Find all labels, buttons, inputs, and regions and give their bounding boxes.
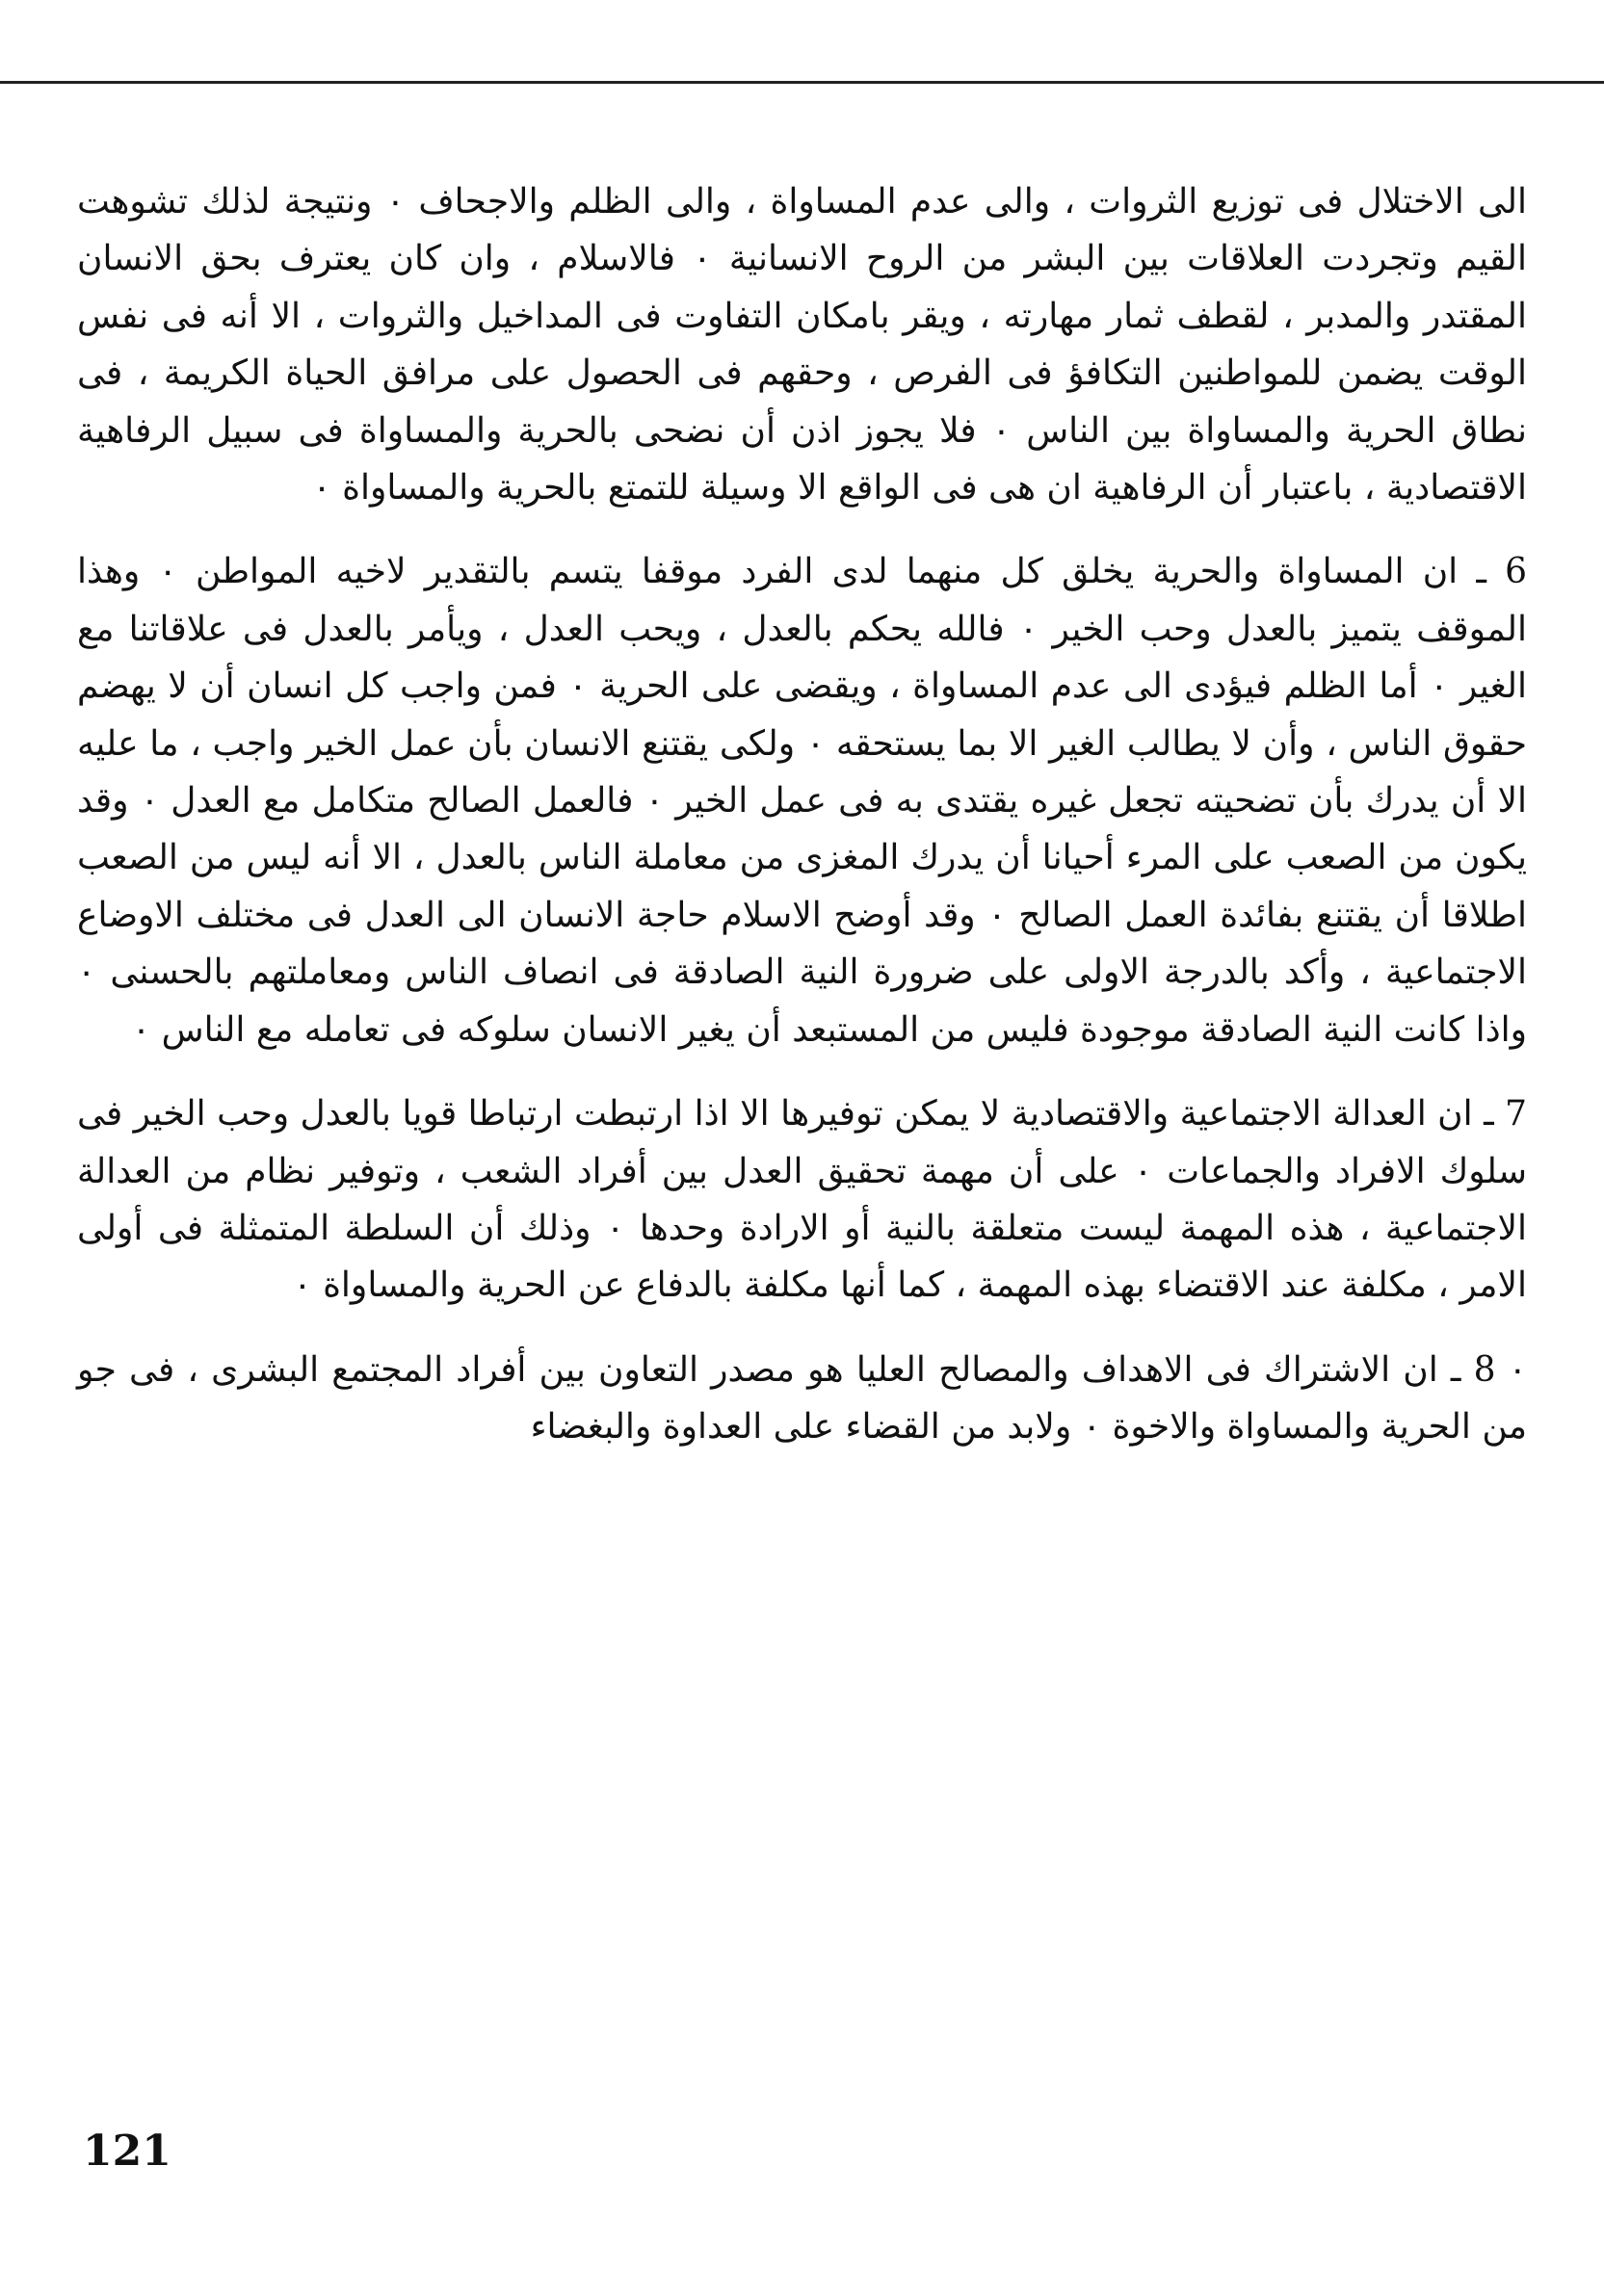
page-number: 121 [83, 2126, 171, 2176]
paragraph-4: ٠ 8 ـ ان الاشتراك فى الاهداف والمصالح العليا هو مصدر التعاون بين أفراد المجتمع البشرى ، فى جو من الحرية والمساواة والاخوة ٠ ولابد من القضاء على العداوة والبغضاء [77, 1349, 1527, 1448]
page-body [77, 173, 1527, 1456]
paragraph-2: 6 ـ ان المساواة والحرية يخلق كل منهما لدى الفرد موقفا يتسم بالتقدير لاخيه المواطن ٠ وهذا الموقف يتميز بالعدل وحب الخير ٠ فالله يحكم بالعدل ، ويحب العدل ، ويأمر بالعدل فى علاقاتنا مع الغير ٠ أما الظلم فيؤدى الى عدم المساواة ، ويقضى على الحرية ٠ فمن واجب كل انسان أن لا يهضم حقوق الناس ، وأن لا يطالب الغير الا بما يستحقه ٠ ولكى يقتنع الانسان بأن عمل الخير واجب ، ما عليه الا أن يدرك بأن تضحيته تجعل غيره يقتدى به فى عمل الخير ٠ فالعمل الصالح متكامل مع العدل ٠ وقد يكون من الصعب على المرء أحيانا أن يدرك المغزى من معاملة الناس بالعدل ، الا أنه ليس من الصعب اطلاقا أن يقتنع بفائدة العمل الصالح ٠ وقد أوضح الاسلام حاجة الانسان الى العدل فى مختلف الاوضاع الاجتماعية ، وأكد بالدرجة الاولى على ضرورة النية الصادقة فى انصاف الناس ومعاملتهم بالحسنى ٠ واذا كانت النية الصادقة موجودة فليس من المستبعد أن يغير الانسان سلوكه فى تعامله مع الناس ٠ [77, 552, 1528, 1050]
header-rule [0, 81, 1604, 84]
paragraph-3: 7 ـ ان العدالة الاجتماعية والاقتصادية لا يمكن توفيرها الا اذا ارتبطت ارتباطا قويا بالعدل وحب الخير فى سلوك الافراد والجماعات ٠ على أن مهمة تحقيق العدل بين أفراد الشعب ، وتوفير نظام من العدالة الاجتماعية ، هذه المهمة ليست متعلقة بالنية أو الارادة وحدها ٠ وذلك أن السلطة المتمثلة فى أولى الامر ، مكلفة عند الاقتضاء بهذه المهمة ، كما أنها مكلفة بالدفاع عن الحرية والمساواة ٠ [77, 1094, 1527, 1306]
paragraph-1: الى الاختلال فى توزيع الثروات ، والى عدم المساواة ، والى الظلم والاجحاف ٠ ونتيجة لذلك تشوهت القيم وتجردت العلاقات بين البشر من الروح الانسانية ٠ فالاسلام ، وان كان يعترف بحق الانسان المقتدر والمدبر ، لقطف ثمار مهارته ، ويقر بامكان التفاوت فى المداخيل والثروات ، الا أنه فى نفس الوقت يضمن للمواطنين التكافؤ فى الفرص ، وحقهم فى الحصول على مرافق الحياة الكريمة ، فى نطاق الحرية والمساواة بين الناس ٠ فلا يجوز اذن أن نضحى بالحرية والمساواة فى سبيل الرفاهية الاقتصادية ، باعتبار أن الرفاهية ان هى فى الواقع الا وسيلة للتمتع بالحرية والمساواة ٠ [77, 182, 1527, 509]
